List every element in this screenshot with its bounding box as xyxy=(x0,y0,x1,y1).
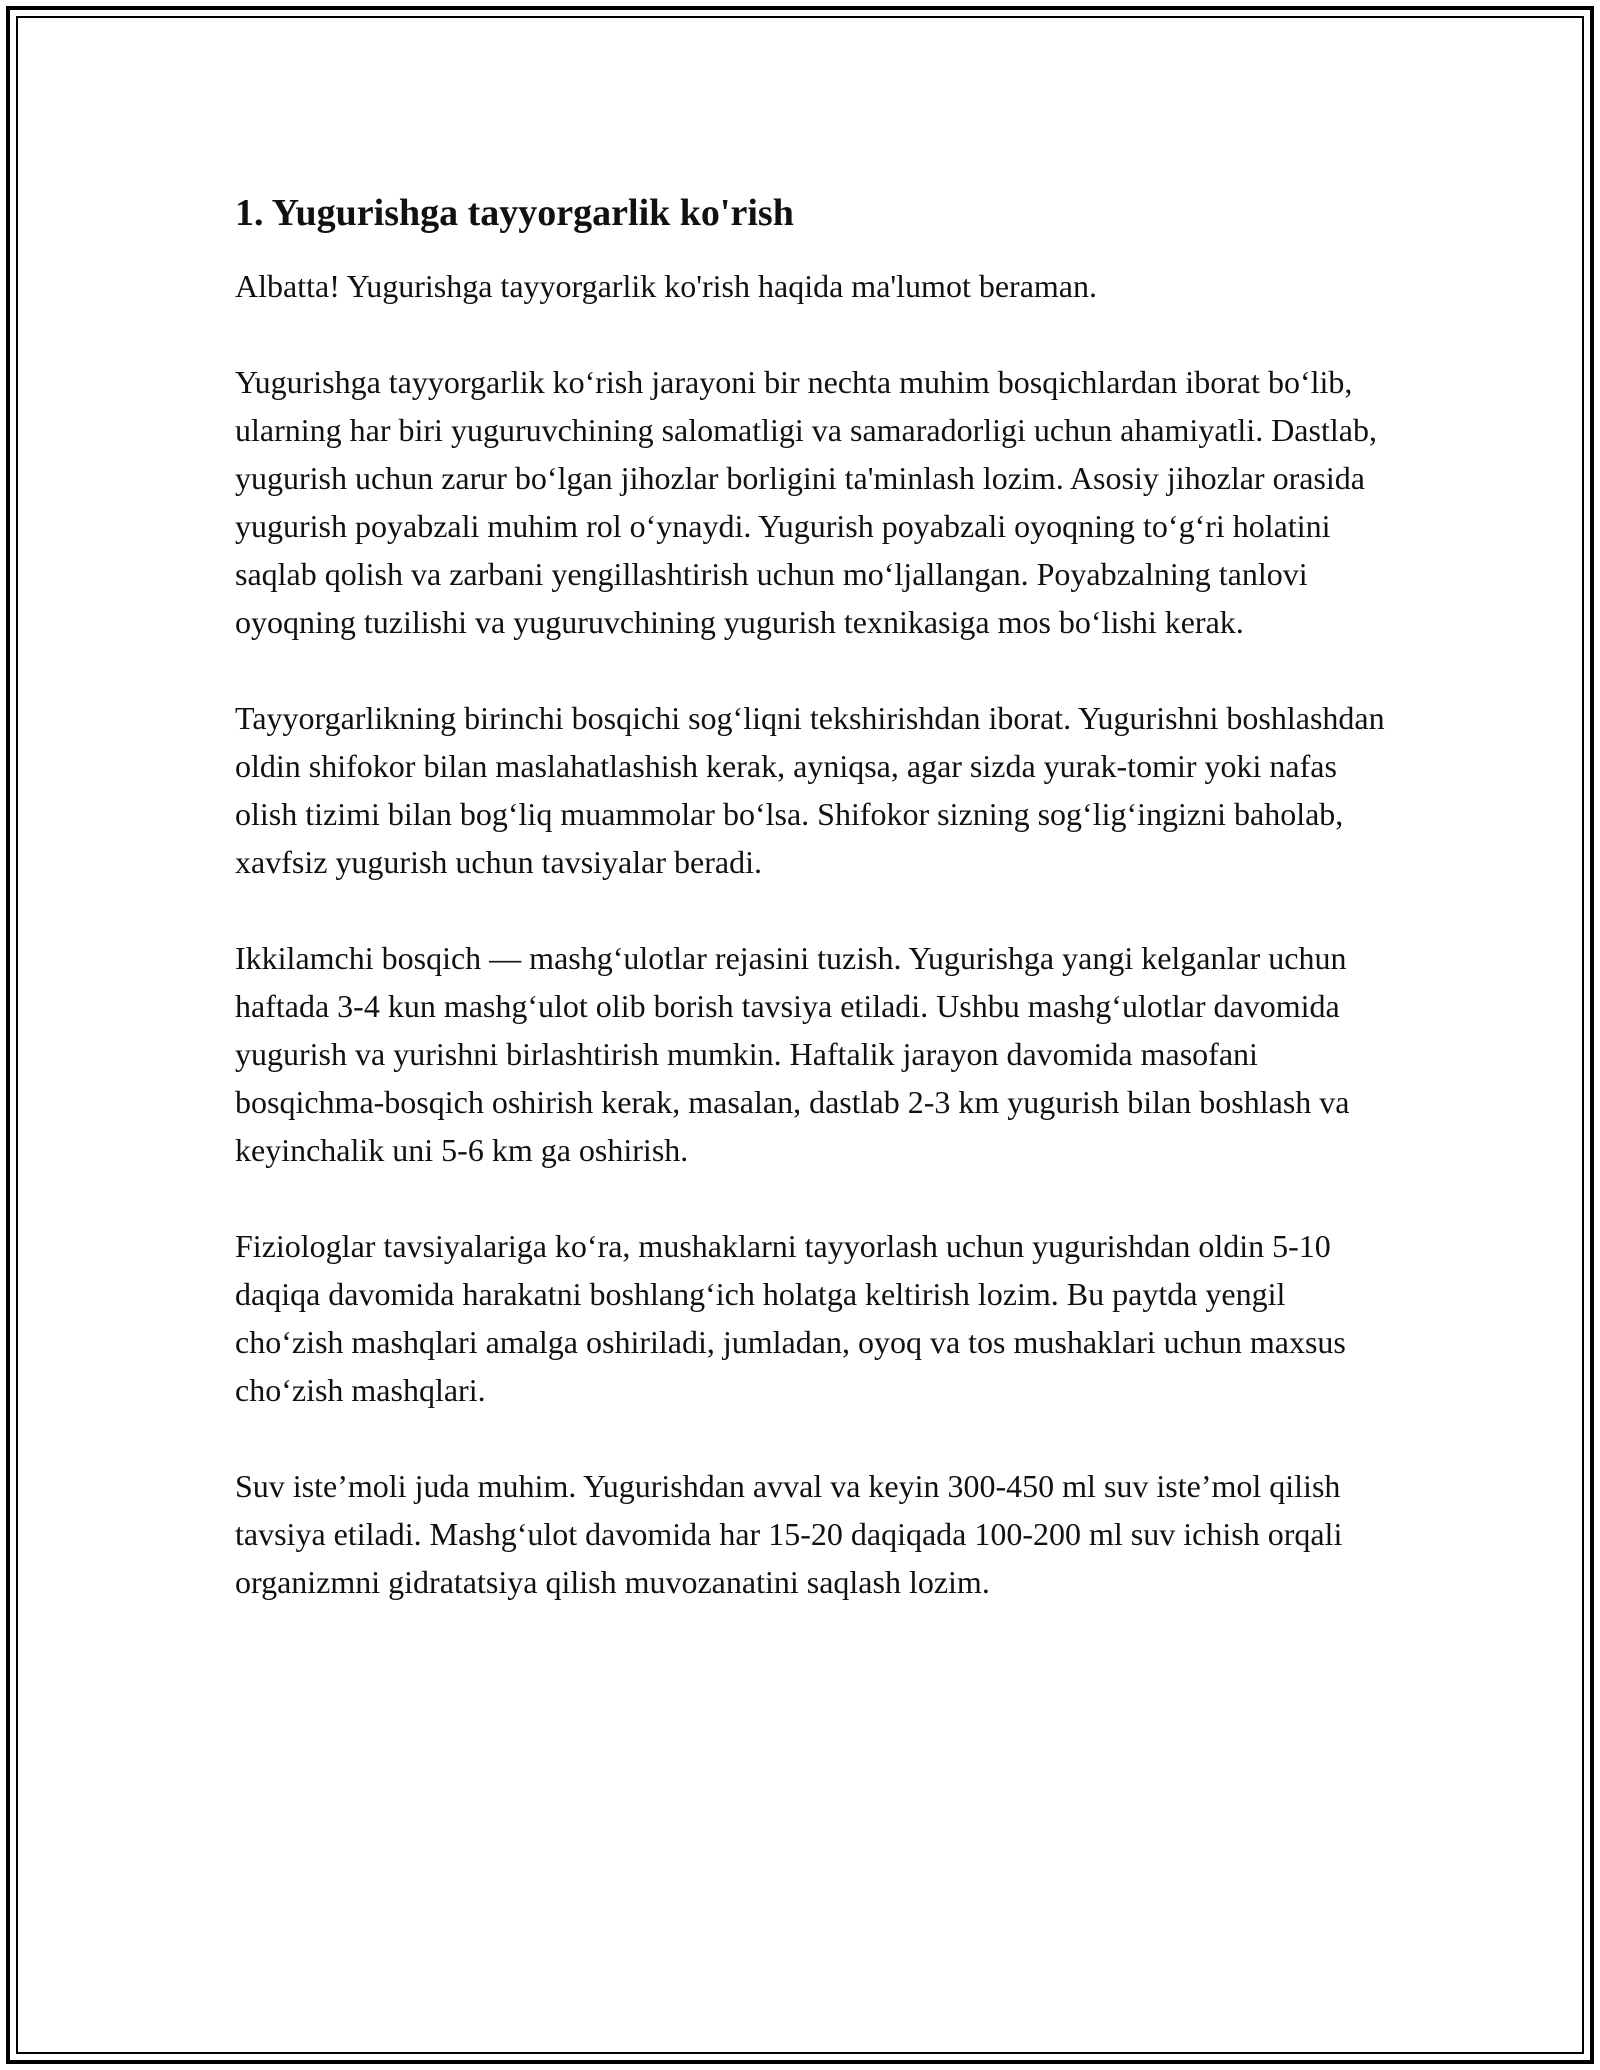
paragraph-health-check: Tayyorgarlikning birinchi bosqichi sog‘liqni tekshirishdan iborat. Yugurishni boshlashdan oldin shifokor bilan maslahatlashish kerak, ayniqsa, agar sizda yurak-tomir yoki nafas olish tizimi bilan bog‘liq muammolar bo‘lsa. Shifokor sizning sog‘lig‘ingizni baholab, xavfsiz yugurish uchun tavsiyalar beradi. xyxy=(235,700,1385,880)
paragraph-training-plan: Ikkilamchi bosqich — mashg‘ulotlar rejasini tuzish. Yugurishga yangi kelganlar uchun haftada 3-4 kun mashg‘ulot olib borish tavsiya etiladi. Ushbu mashg‘ulotlar davomida yugurish va yurishni birlashtirish mumkin. Haftalik jarayon davomida masofani bosqichma-bosqich oshirish kerak, masalan, dastlab 2-3 km yugurish bilan boshlash va keyinchalik uni 5-6 km ga oshirish. xyxy=(235,940,1350,1168)
document-title: 1. Yugurishga tayyorgarlik ko'rish xyxy=(235,192,794,234)
paragraph-warmup: Fiziologlar tavsiyalariga ko‘ra, mushaklarni tayyorlash uchun yugurishdan oldin 5-10 daqiqa davomida harakatni boshlang‘ich holatga keltirish lozim. Bu paytda yengil cho‘zish mashqlari amalga oshiriladi, jumladan, oyoq va tos mushaklari uchun maxsus cho‘zish mashqlari. xyxy=(235,1228,1346,1408)
paragraph-hydration: Suv iste’moli juda muhim. Yugurishdan avval va keyin 300-450 ml suv iste’mol qilish tavsiya etiladi. Mashg‘ulot davomida har 15-20 daqiqada 100-200 ml suv ichish orqali organizmni gidratatsiya qilish muvozanatini saqlash lozim. xyxy=(235,1468,1343,1600)
paragraph-equipment: Yugurishga tayyorgarlik ko‘rish jarayoni bir nechta muhim bosqichlardan iborat bo‘lib, ularning har biri yuguruvchining salomatligi va samaradorligi uchun ahamiyatli. Dastlab, yugurish uchun zarur bo‘lgan jihozlar borligini ta'minlash lozim. Asosiy jihozlar orasida yugurish poyabzali muhim rol o‘ynaydi. Yugurish poyabzali oyoqning to‘g‘ri holatini saqlab qolish va zarbani yengillashtirish uchun mo‘ljallangan. Poyabzalning tanlovi oyoqning tuzilishi va yuguruvchining yugurish texnikasiga mos bo‘lishi kerak. xyxy=(235,364,1377,640)
document-body xyxy=(235,190,1385,1654)
intro-paragraph: Albatta! Yugurishga tayyorgarlik ko'rish haqida ma'lumot beraman. xyxy=(235,268,1097,304)
